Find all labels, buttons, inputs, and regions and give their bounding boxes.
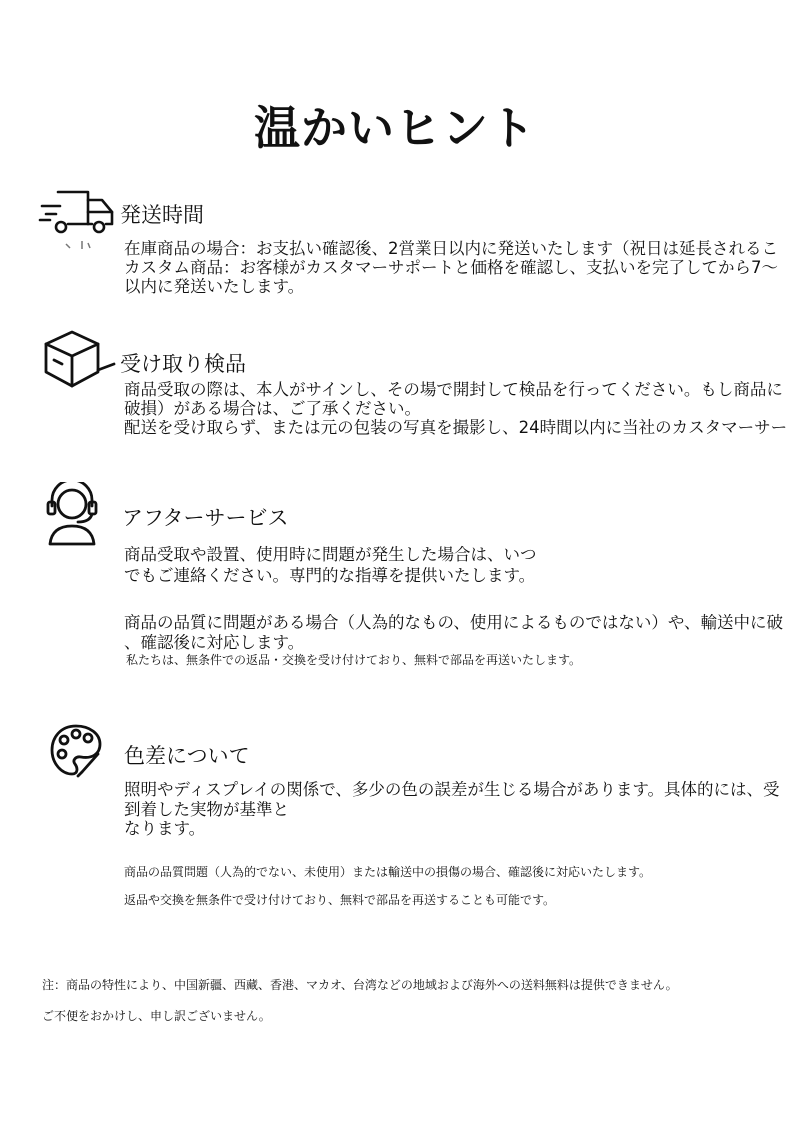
footer-note: 注：商品の特性により、中国新疆、西藏、香港、マカオ、台湾などの地域および海外への送料無料は提供できません。: [42, 978, 678, 992]
package-box-icon: [42, 330, 118, 392]
inspection-text-line-2: 破損）がある場合は、ご了承ください。: [124, 399, 421, 418]
color-note-2: 返品や交換を無条件で受け付けており、無料で部品を再送することも可能です。: [124, 893, 556, 907]
shipping-text-line-3: 以内に発送いたします。: [124, 277, 305, 296]
footer-apology: ご不便をおかけし、申し訳ございません。: [42, 1009, 271, 1023]
after-sales-text-line-2: でもご連絡ください。専門的な指導を提供いたします。: [124, 566, 536, 585]
delivery-truck-icon: [38, 186, 118, 256]
support-headset-icon: [44, 482, 104, 554]
inspection-text-line-1: 商品受取の際は、本人がサインし、その場で開封して検品を行ってください。もし商品に: [124, 380, 783, 399]
after-sales-quality-line-1: 商品の品質に問題がある場合（人為的なもの、使用によるものではない）や、輸送中に破: [124, 613, 784, 632]
after-sales-quality-line-2: 、確認後に対応します。: [124, 633, 305, 652]
section-heading-shipping: 発送時間: [120, 203, 204, 227]
color-text-line-2: 到着した実物が基準と: [124, 800, 289, 819]
after-sales-text-line-1: 商品受取や設置、使用時に問題が発生した場合は、いつ: [124, 545, 537, 564]
section-heading-color-difference: 色差について: [124, 744, 250, 768]
color-text-line-1: 照明やディスプレイの関係で、多少の色の誤差が生じる場合があります。具体的には、受: [124, 780, 780, 799]
section-heading-inspection: 受け取り検品: [120, 352, 246, 376]
section-heading-after-sales: アフターサービス: [122, 506, 289, 530]
shipping-text-line-1: 在庫商品の場合：お支払い確認後、2営業日以内に発送いたします（祝日は延長されるこ: [124, 239, 778, 258]
inspection-text-line-3: 配送を受け取らず、または元の包装の写真を撮影し、24時間以内に当社のカスタマーサー: [124, 418, 788, 437]
color-text-line-3: なります。: [124, 819, 206, 838]
color-palette-icon: [48, 722, 104, 780]
shipping-text-line-2: カスタム商品：お客様がカスタマーサポートと価格を確認し、支払いを完了してから7〜: [124, 258, 778, 277]
page-title: 温かいヒント: [254, 101, 536, 155]
after-sales-note: 私たちは、無条件での返品・交換を受け付けており、無料で部品を再送いたします。: [126, 653, 582, 667]
color-note-1: 商品の品質問題（人為的でない、未使用）または輸送中の損傷の場合、確認後に対応いたします。: [124, 865, 652, 879]
